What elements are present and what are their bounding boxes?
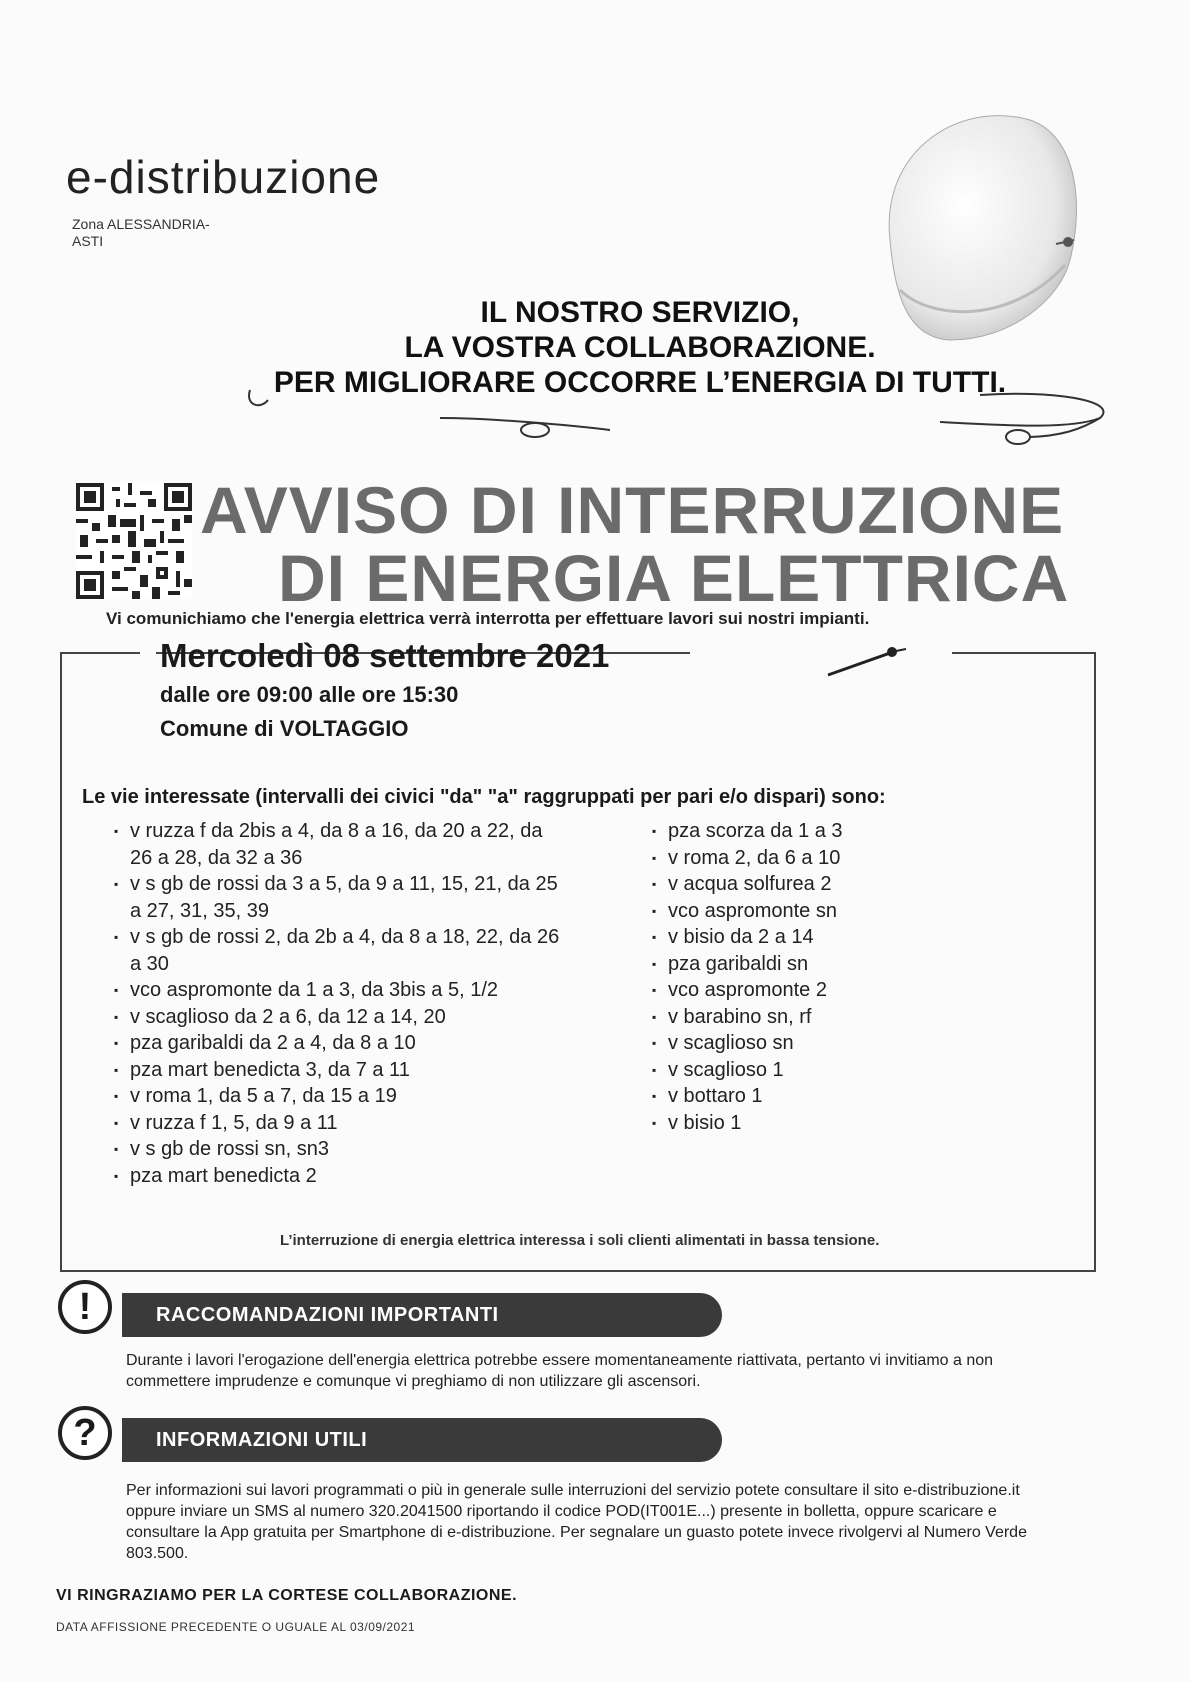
list-item: ▪ v bottaro 1 [652, 1083, 982, 1110]
list-item: ▪ v scaglioso 1 [652, 1057, 982, 1084]
recommendations-text: Durante i lavori l'erogazione dell'energia elettrica potrebbe essere momentaneamente riattivata, pertanto vi invitiamo a non commettere imprudenze e comunque vi preghiamo di non utilizzare gli ascensori. [126, 1352, 994, 1390]
list-item: ▪ v s gb de rossi da 3 a 5, da 9 a 11, 15, 21, da 25 a 27, 31, 35, 39 [114, 871, 564, 924]
interruption-comune: Comune di VOLTAGGIO [160, 716, 409, 741]
zone-line-2: ASTI [72, 233, 104, 249]
list-item: ▪ v ruzza f 1, 5, da 9 a 11 [114, 1110, 564, 1137]
info-text: Per informazioni sui lavori programmati o più in generale sulle interruzioni del servizio potete consultare il sito e-distribuzione.it oppure inviare un SMS al numero 320.2041500 riportando il codice POD(IT001E...) presente in bolletta, oppure scaricare e consultare la App gratuita per Smartphone di e-distribuzione. Per segnalare un guasto potete invece rivolgervi al Numero Verde 803.500. [126, 1482, 1027, 1562]
question-icon: ? [58, 1406, 112, 1460]
interruption-date: Mercoledì 08 settembre 2021 [160, 637, 610, 674]
logo-text: -distribuzione [92, 151, 381, 203]
recommendations-header: RACCOMANDAZIONI IMPORTANTI [122, 1293, 722, 1337]
notice-intro: Vi comunichiamo che l'energia elettrica verrà interrotta per effettuare lavori sui nostri impianti. [106, 609, 870, 628]
list-item: ▪ v acqua solfurea 2 [652, 871, 982, 898]
box-border-gap-right [690, 648, 952, 656]
list-item: ▪ vco aspromonte da 1 a 3, da 3bis a 5, 1/2 [114, 977, 564, 1004]
list-item: ▪ pza mart benedicta 2 [114, 1163, 564, 1190]
list-item: ▪ v s gb de rossi 2, da 2b a 4, da 8 a 18, 22, da 26 a 30 [114, 924, 564, 977]
notice-title-line-2: DI ENERGIA ELETTRICA [278, 541, 1070, 615]
list-item: ▪ v roma 1, da 5 a 7, da 15 a 19 [114, 1083, 564, 1110]
info-header: INFORMAZIONI UTILI [122, 1418, 722, 1462]
list-item: ▪ pza mart benedicta 3, da 7 a 11 [114, 1057, 564, 1084]
streets-list-right [652, 818, 982, 1136]
streets-list-left [114, 818, 564, 1189]
list-item: ▪ vco aspromonte sn [652, 898, 982, 925]
exclamation-icon: ! [58, 1280, 112, 1334]
low-voltage-note: L’interruzione di energia elettrica interessa i soli clienti alimentati in bassa tensione. [280, 1232, 880, 1249]
notice-title [200, 473, 1070, 615]
list-item: ▪ v scaglioso sn [652, 1030, 982, 1057]
interruption-hours: dalle ore 09:00 alle ore 15:30 [160, 682, 459, 707]
logo-mark: e [66, 151, 93, 203]
streets-heading: Le vie interessate (intervalli dei civici "da" "a" raggruppati per pari e/o dispari) sono: [82, 786, 886, 808]
list-item: ▪ pza garibaldi da 2 a 4, da 8 a 10 [114, 1030, 564, 1057]
zone-label [72, 216, 272, 250]
box-border-gap [140, 648, 156, 656]
thanks-line: VI RINGRAZIAMO PER LA CORTESE COLLABORAZIONE. [56, 1587, 518, 1604]
list-item: ▪ v roma 2, da 6 a 10 [652, 845, 982, 872]
list-item: ▪ v bisio 1 [652, 1110, 982, 1137]
list-item: ▪ v bisio da 2 a 14 [652, 924, 982, 951]
list-item: ▪ v barabino sn, rf [652, 1004, 982, 1031]
list-item: ▪ v s gb de rossi sn, sn3 [114, 1136, 564, 1163]
slogan-line-3: PER MIGLIORARE OCCORRE L’ENERGIA DI TUTTI. [273, 366, 1007, 399]
plug-icon [826, 643, 906, 683]
zone-line-1: Zona ALESSANDRIA- [72, 216, 210, 232]
qr-code-icon[interactable] [75, 483, 193, 599]
power-cord-icon [240, 370, 1120, 450]
list-item: ▪ vco aspromonte 2 [652, 977, 982, 1004]
slogan-line-2: LA VOSTRA COLLABORAZIONE. [404, 331, 876, 364]
list-item: ▪ v scaglioso da 2 a 6, da 12 a 14, 20 [114, 1004, 564, 1031]
notice-title-line-1: AVVISO DI INTERRUZIONE [200, 473, 1065, 547]
posting-date: DATA AFFISSIONE PRECEDENTE O UGUALE AL 03/09/2021 [56, 1620, 416, 1634]
e-distribuzione-logo [66, 150, 380, 204]
list-item: ▪ pza scorza da 1 a 3 [652, 818, 982, 845]
list-item: ▪ v ruzza f da 2bis a 4, da 8 a 16, da 20 a 22, da 26 a 28, da 32 a 36 [114, 818, 564, 871]
slogan-line-1: IL NOSTRO SERVIZIO, [480, 296, 800, 329]
list-item: ▪ pza garibaldi sn [652, 951, 982, 978]
